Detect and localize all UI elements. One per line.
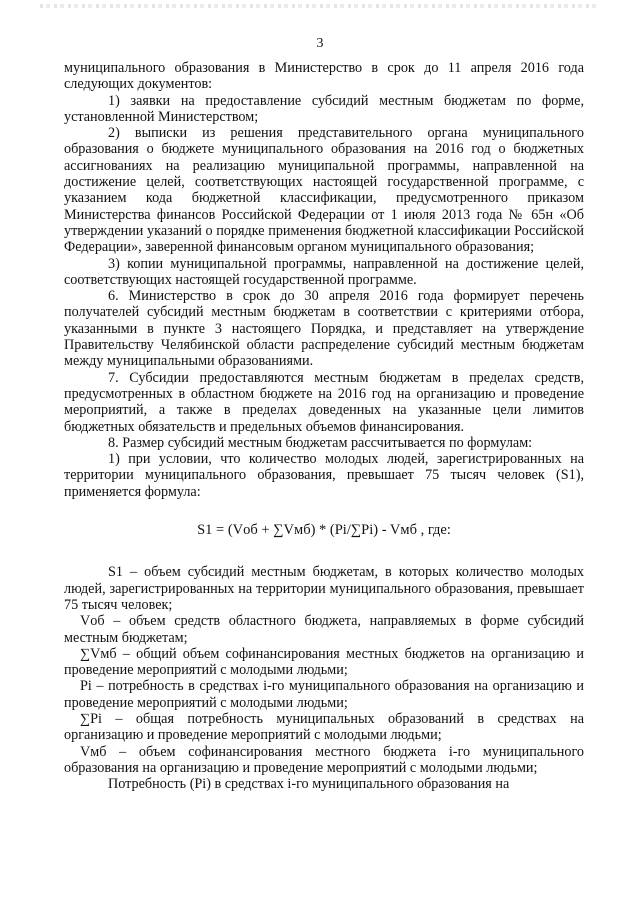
definition: Pi – потребность в средствах i-го муниципального образования на организацию и проведение мероприятий с молодыми людьми; — [64, 678, 584, 711]
page-number: 3 — [316, 36, 324, 51]
scan-artifact — [40, 4, 600, 8]
document-body — [64, 60, 584, 792]
paragraph: 2) выписки из решения представительного органа муниципального образования о бюджете муниципального образования на 2016 год о бюджетных ассигнованиях на реализацию муниципальной программы, направленной на достижение целей, соответствующих настоящей государственной программе, с указанием кода бюджетной классификации, предусмотренного приказом Министерства финансов Российской Федерации от 1 июля 2013 года № 65н «Об утверждении указаний о порядке применения бюджетной классификации Российской Федерации», заверенной финансовым органом муниципального образования; — [64, 125, 584, 256]
paragraph: 7. Субсидии предоставляются местным бюджетам в пределах средств, предусмотренных в областном бюджете на 2016 год на организацию и проведение мероприятий, а также в пределах доведенных на указанные цели лимитов бюджетных обязательств и предельных объемов финансирования. — [64, 369, 584, 435]
definition: Потребность (Pi) в средствах i-го муниципального образования на — [108, 776, 510, 793]
paragraph: 6. Министерство в срок до 30 апреля 2016 года формирует перечень получателей субсидий местным бюджетам в соответствии с критериями отбора, указанными в пункте 3 настоящего Порядка, и представляет на утверждение Правительству Челябинской области распределение субсидий местным бюджетам между муниципальными образованиями. — [64, 288, 584, 370]
paragraph: 1) при условии, что количество молодых людей, зарегистрированных на территории муниципального образования, превышает 75 тысяч человек (S1), применяется формула: — [64, 451, 584, 500]
definition: ∑Pi – общая потребность муниципальных образований в средствах на организацию и проведение мероприятий с молодыми людьми; — [64, 710, 584, 744]
paragraph: 3) копии муниципальной программы, направленной на достижение целей, соответствующих настоящей государственной программе. — [64, 255, 584, 288]
paragraph: 1) заявки на предоставление субсидий местным бюджетам по форме, установленной Министерством; — [64, 92, 584, 125]
paragraph: 8. Размер субсидий местным бюджетам рассчитывается по формулам: — [108, 434, 533, 451]
paragraph: муниципального образования в Министерство в срок до 11 апреля 2016 года следующих документов: — [64, 60, 584, 93]
definition: Vмб – объем софинансирования местного бюджета i-го муниципального образования на организацию и проведение мероприятий с молодыми людьми; — [64, 743, 584, 776]
formula: S1 = (Vоб + ∑Vмб) * (Pi/∑Pi) - Vмб , где: — [197, 522, 451, 539]
definition: ∑Vмб – общий объем софинансирования местных бюджетов на организацию и проведение мероприятий с молодыми людьми; — [64, 645, 584, 679]
definition: Vоб – объем средств областного бюджета, направляемых в форме субсидий местным бюджетам; — [64, 613, 584, 646]
definition: S1 – объем субсидий местным бюджетам, в которых количество молодых людей, зарегистрированных на территории муниципального образования, превышает 75 тысяч человек; — [64, 564, 584, 613]
